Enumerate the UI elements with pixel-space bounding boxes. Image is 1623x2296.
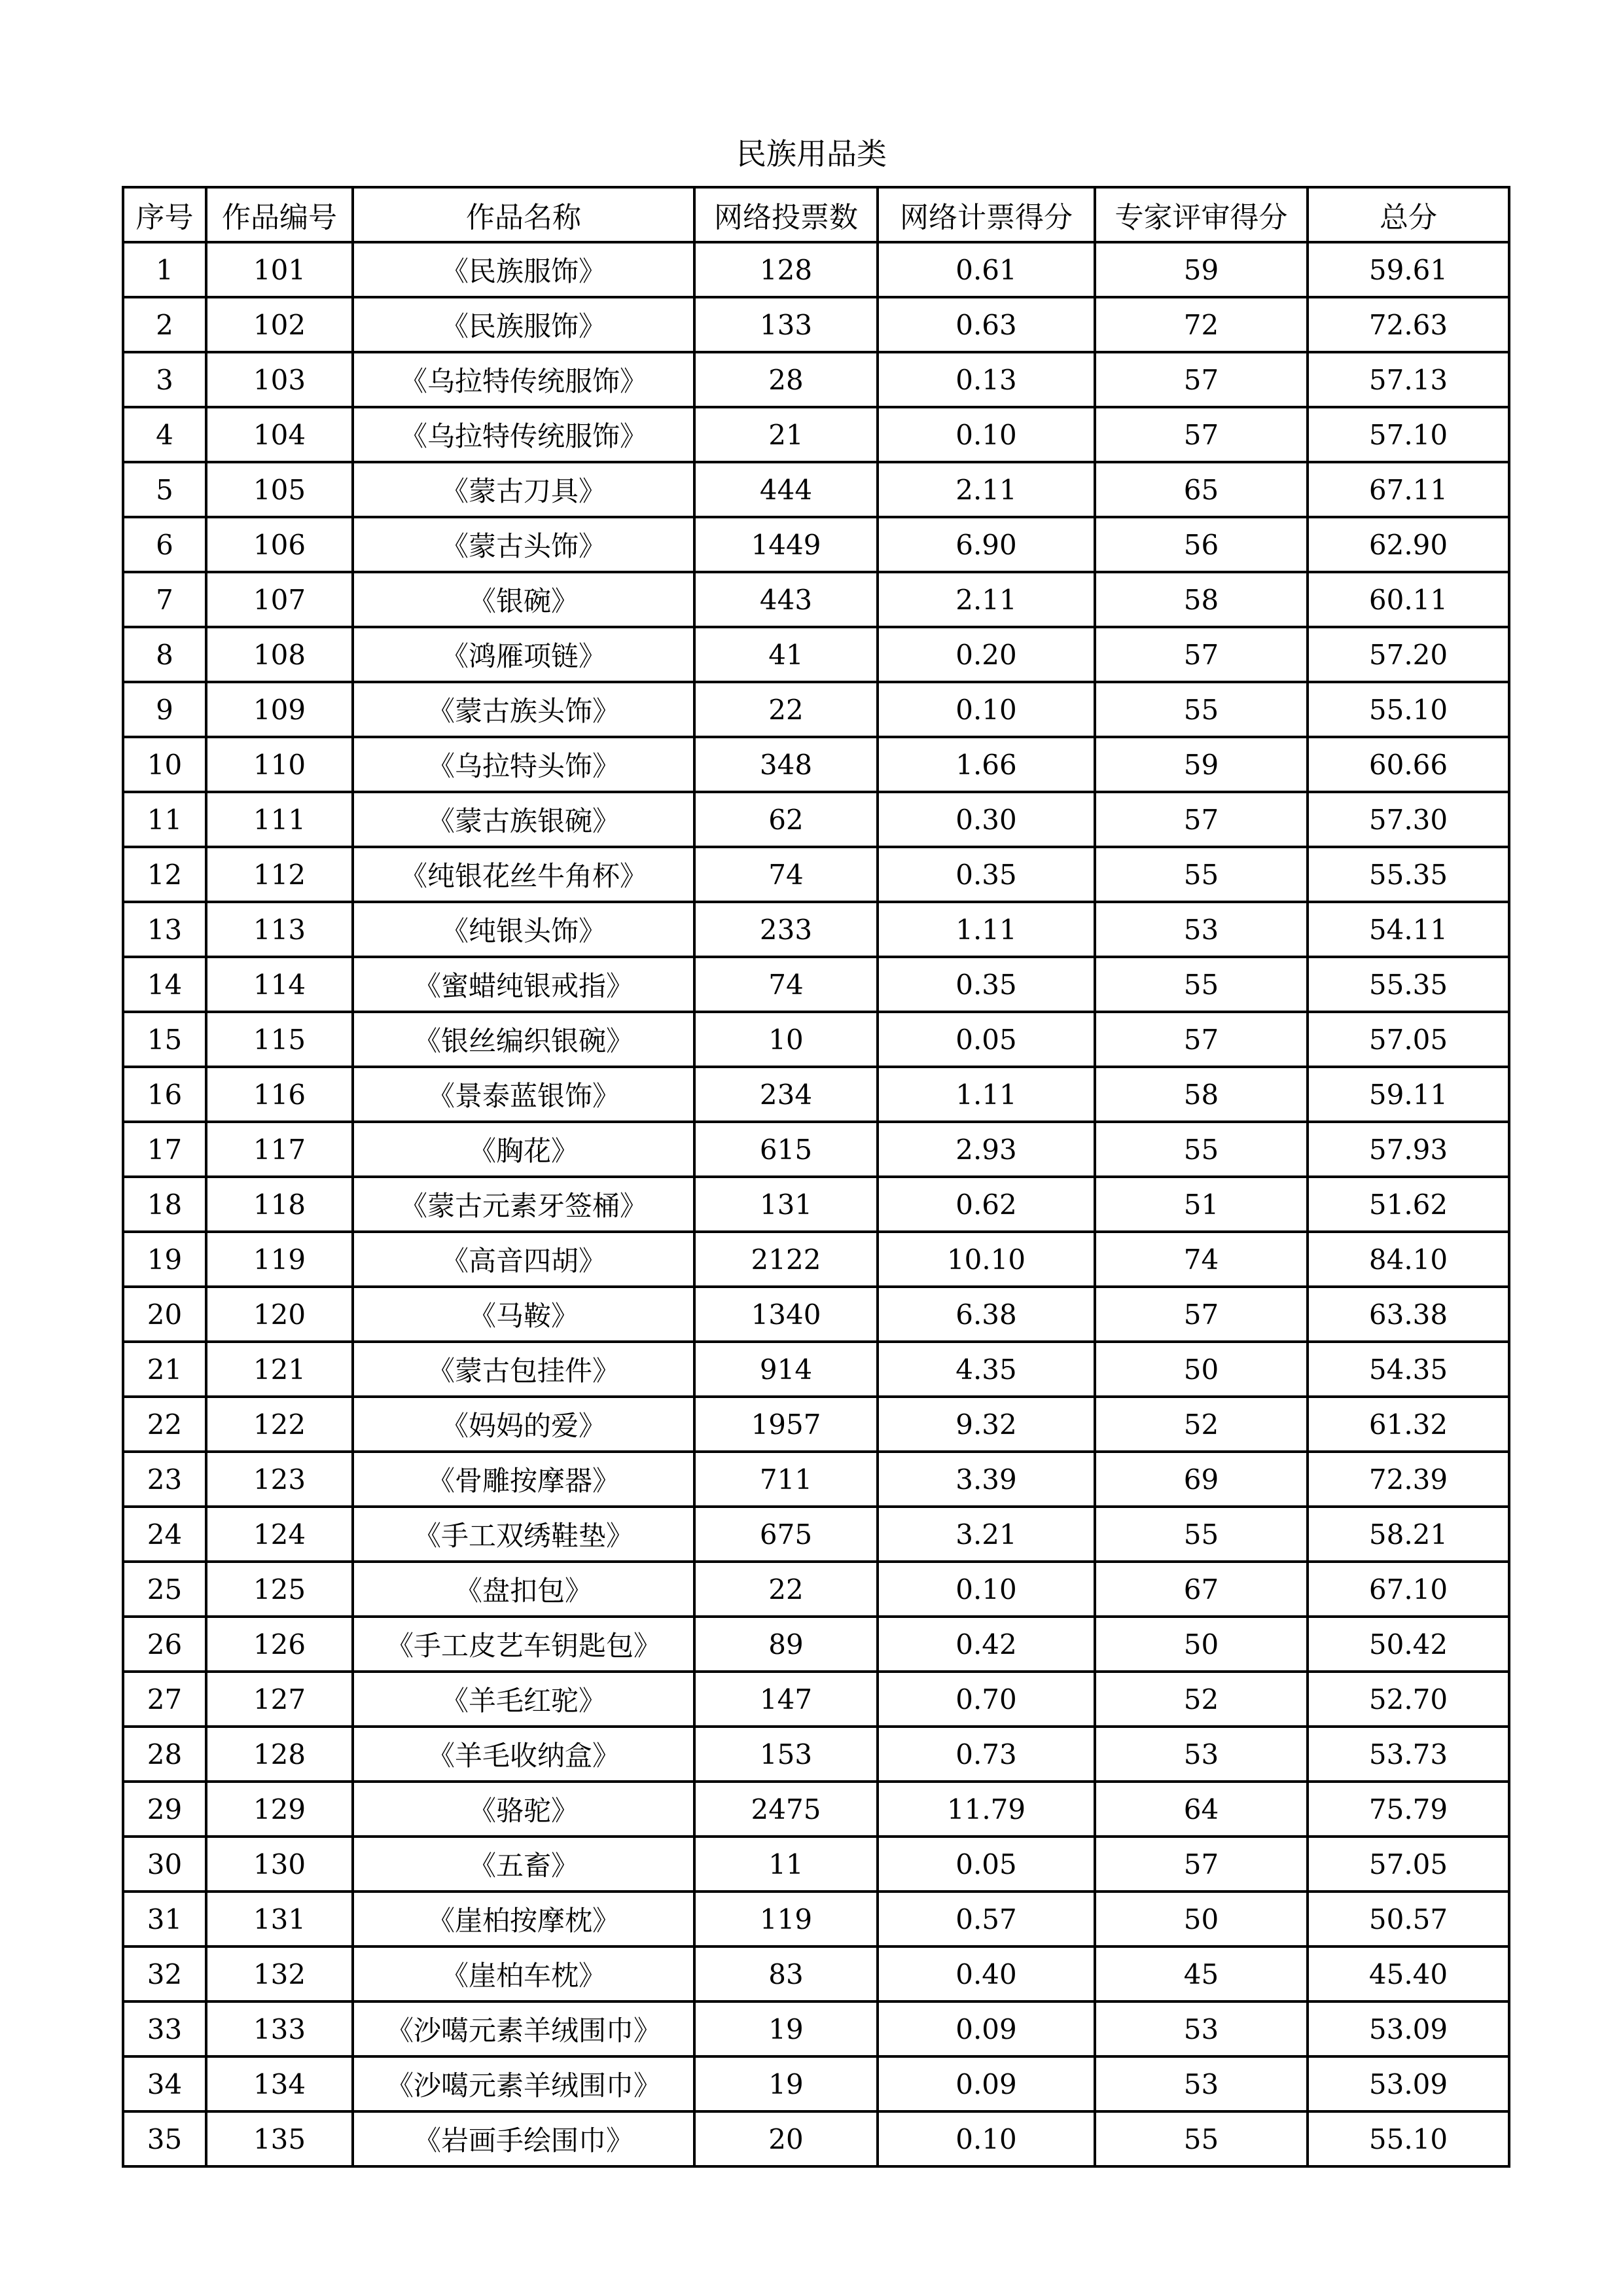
cell-work-name: 《骆驼》 bbox=[353, 1782, 694, 1837]
cell-seq: 25 bbox=[123, 1562, 206, 1617]
cell-total: 52.70 bbox=[1308, 1672, 1509, 1727]
cell-work-id: 135 bbox=[206, 2111, 353, 2166]
cell-seq: 12 bbox=[123, 847, 206, 902]
cell-work-name: 《盘扣包》 bbox=[353, 1562, 694, 1617]
cell-net-score: 0.70 bbox=[878, 1672, 1095, 1727]
cell-work-id: 103 bbox=[206, 352, 353, 407]
cell-work-name: 《骨雕按摩器》 bbox=[353, 1452, 694, 1507]
cell-net-score: 0.35 bbox=[878, 847, 1095, 902]
table-row bbox=[123, 407, 1509, 462]
cell-net-votes: 74 bbox=[694, 957, 878, 1012]
cell-seq: 10 bbox=[123, 737, 206, 792]
cell-expert-score: 67 bbox=[1095, 1562, 1308, 1617]
cell-work-name: 《纯银花丝牛角杯》 bbox=[353, 847, 694, 902]
cell-work-name: 《手工皮艺车钥匙包》 bbox=[353, 1617, 694, 1672]
cell-total: 67.11 bbox=[1308, 462, 1509, 517]
cell-net-score: 0.63 bbox=[878, 297, 1095, 352]
cell-work-id: 119 bbox=[206, 1232, 353, 1287]
cell-net-votes: 133 bbox=[694, 297, 878, 352]
cell-expert-score: 59 bbox=[1095, 737, 1308, 792]
cell-total: 60.11 bbox=[1308, 572, 1509, 627]
cell-total: 50.42 bbox=[1308, 1617, 1509, 1672]
table-row bbox=[123, 902, 1509, 957]
cell-net-score: 1.66 bbox=[878, 737, 1095, 792]
cell-work-name: 《蒙古包挂件》 bbox=[353, 1342, 694, 1397]
cell-seq: 3 bbox=[123, 352, 206, 407]
cell-work-name: 《蒙古头饰》 bbox=[353, 517, 694, 572]
cell-seq: 4 bbox=[123, 407, 206, 462]
cell-work-id: 106 bbox=[206, 517, 353, 572]
cell-net-score: 0.10 bbox=[878, 1562, 1095, 1617]
cell-net-score: 0.30 bbox=[878, 792, 1095, 847]
cell-seq: 7 bbox=[123, 572, 206, 627]
table-row bbox=[123, 352, 1509, 407]
cell-total: 57.20 bbox=[1308, 627, 1509, 682]
table-row bbox=[123, 1232, 1509, 1287]
table-row bbox=[123, 1837, 1509, 1892]
cell-work-name: 《乌拉特传统服饰》 bbox=[353, 407, 694, 462]
cell-work-id: 110 bbox=[206, 737, 353, 792]
cell-work-name: 《民族服饰》 bbox=[353, 242, 694, 297]
cell-net-votes: 22 bbox=[694, 1562, 878, 1617]
cell-net-votes: 41 bbox=[694, 627, 878, 682]
cell-expert-score: 57 bbox=[1095, 352, 1308, 407]
cell-net-votes: 443 bbox=[694, 572, 878, 627]
table-row bbox=[123, 1782, 1509, 1837]
cell-net-score: 0.10 bbox=[878, 2111, 1095, 2166]
cell-expert-score: 55 bbox=[1095, 2111, 1308, 2166]
cell-expert-score: 64 bbox=[1095, 1782, 1308, 1837]
table-row bbox=[123, 957, 1509, 1012]
cell-work-name: 《银丝编织银碗》 bbox=[353, 1012, 694, 1067]
table-row bbox=[123, 572, 1509, 627]
cell-work-id: 132 bbox=[206, 1946, 353, 2001]
header-net-votes: 网络投票数 bbox=[694, 187, 878, 242]
cell-expert-score: 57 bbox=[1095, 1012, 1308, 1067]
cell-total: 53.73 bbox=[1308, 1727, 1509, 1782]
cell-total: 54.11 bbox=[1308, 902, 1509, 957]
table-row bbox=[123, 1177, 1509, 1232]
cell-total: 72.63 bbox=[1308, 297, 1509, 352]
table-row bbox=[123, 792, 1509, 847]
cell-net-score: 2.93 bbox=[878, 1122, 1095, 1177]
cell-expert-score: 74 bbox=[1095, 1232, 1308, 1287]
cell-work-id: 130 bbox=[206, 1837, 353, 1892]
cell-total: 59.11 bbox=[1308, 1067, 1509, 1122]
table-row bbox=[123, 682, 1509, 737]
cell-expert-score: 57 bbox=[1095, 792, 1308, 847]
cell-work-name: 《蜜蜡纯银戒指》 bbox=[353, 957, 694, 1012]
cell-expert-score: 45 bbox=[1095, 1946, 1308, 2001]
table-row bbox=[123, 1067, 1509, 1122]
cell-net-score: 0.57 bbox=[878, 1892, 1095, 1946]
cell-net-votes: 62 bbox=[694, 792, 878, 847]
header-work-name: 作品名称 bbox=[353, 187, 694, 242]
cell-seq: 9 bbox=[123, 682, 206, 737]
cell-net-score: 0.20 bbox=[878, 627, 1095, 682]
cell-net-votes: 147 bbox=[694, 1672, 878, 1727]
cell-net-votes: 28 bbox=[694, 352, 878, 407]
cell-work-id: 101 bbox=[206, 242, 353, 297]
cell-total: 63.38 bbox=[1308, 1287, 1509, 1342]
cell-total: 53.09 bbox=[1308, 2056, 1509, 2111]
cell-net-score: 6.38 bbox=[878, 1287, 1095, 1342]
table-row bbox=[123, 1452, 1509, 1507]
table-row bbox=[123, 517, 1509, 572]
cell-work-name: 《崖柏车枕》 bbox=[353, 1946, 694, 2001]
cell-work-id: 109 bbox=[206, 682, 353, 737]
cell-net-votes: 2122 bbox=[694, 1232, 878, 1287]
cell-work-name: 《蒙古族银碗》 bbox=[353, 792, 694, 847]
cell-work-id: 134 bbox=[206, 2056, 353, 2111]
cell-total: 57.05 bbox=[1308, 1837, 1509, 1892]
cell-total: 54.35 bbox=[1308, 1342, 1509, 1397]
cell-seq: 8 bbox=[123, 627, 206, 682]
cell-expert-score: 58 bbox=[1095, 572, 1308, 627]
cell-expert-score: 59 bbox=[1095, 242, 1308, 297]
cell-net-votes: 348 bbox=[694, 737, 878, 792]
table-header-row bbox=[123, 187, 1509, 242]
cell-work-id: 102 bbox=[206, 297, 353, 352]
cell-net-votes: 83 bbox=[694, 1946, 878, 2001]
cell-work-id: 131 bbox=[206, 1892, 353, 1946]
cell-seq: 26 bbox=[123, 1617, 206, 1672]
cell-total: 51.62 bbox=[1308, 1177, 1509, 1232]
cell-work-id: 133 bbox=[206, 2001, 353, 2056]
cell-expert-score: 57 bbox=[1095, 407, 1308, 462]
cell-work-name: 《乌拉特传统服饰》 bbox=[353, 352, 694, 407]
cell-expert-score: 72 bbox=[1095, 297, 1308, 352]
cell-work-id: 121 bbox=[206, 1342, 353, 1397]
cell-work-name: 《蒙古族头饰》 bbox=[353, 682, 694, 737]
cell-work-id: 113 bbox=[206, 902, 353, 957]
cell-net-votes: 234 bbox=[694, 1067, 878, 1122]
cell-net-score: 0.05 bbox=[878, 1012, 1095, 1067]
cell-seq: 1 bbox=[123, 242, 206, 297]
cell-net-score: 2.11 bbox=[878, 462, 1095, 517]
table-body bbox=[123, 242, 1509, 2166]
cell-net-score: 1.11 bbox=[878, 902, 1095, 957]
cell-net-score: 3.39 bbox=[878, 1452, 1095, 1507]
cell-expert-score: 50 bbox=[1095, 1617, 1308, 1672]
table-row bbox=[123, 2056, 1509, 2111]
cell-net-score: 0.35 bbox=[878, 957, 1095, 1012]
cell-total: 57.10 bbox=[1308, 407, 1509, 462]
cell-seq: 30 bbox=[123, 1837, 206, 1892]
cell-work-name: 《纯银头饰》 bbox=[353, 902, 694, 957]
table-row bbox=[123, 1946, 1509, 2001]
cell-net-score: 0.13 bbox=[878, 352, 1095, 407]
cell-total: 67.10 bbox=[1308, 1562, 1509, 1617]
cell-net-votes: 2475 bbox=[694, 1782, 878, 1837]
cell-expert-score: 58 bbox=[1095, 1067, 1308, 1122]
table-row bbox=[123, 297, 1509, 352]
cell-net-votes: 1957 bbox=[694, 1397, 878, 1452]
cell-total: 75.79 bbox=[1308, 1782, 1509, 1837]
table-row bbox=[123, 1507, 1509, 1562]
cell-expert-score: 57 bbox=[1095, 1837, 1308, 1892]
table-row bbox=[123, 847, 1509, 902]
cell-seq: 24 bbox=[123, 1507, 206, 1562]
cell-net-votes: 20 bbox=[694, 2111, 878, 2166]
cell-net-score: 0.05 bbox=[878, 1837, 1095, 1892]
cell-net-votes: 11 bbox=[694, 1837, 878, 1892]
cell-seq: 31 bbox=[123, 1892, 206, 1946]
cell-net-score: 0.73 bbox=[878, 1727, 1095, 1782]
cell-net-score: 0.42 bbox=[878, 1617, 1095, 1672]
header-seq: 序号 bbox=[123, 187, 206, 242]
cell-expert-score: 55 bbox=[1095, 682, 1308, 737]
cell-total: 53.09 bbox=[1308, 2001, 1509, 2056]
cell-net-score: 0.10 bbox=[878, 407, 1095, 462]
cell-total: 57.05 bbox=[1308, 1012, 1509, 1067]
header-total: 总分 bbox=[1308, 187, 1509, 242]
cell-net-score: 10.10 bbox=[878, 1232, 1095, 1287]
cell-work-id: 108 bbox=[206, 627, 353, 682]
table-row bbox=[123, 462, 1509, 517]
cell-seq: 17 bbox=[123, 1122, 206, 1177]
cell-expert-score: 53 bbox=[1095, 2001, 1308, 2056]
cell-net-score: 11.79 bbox=[878, 1782, 1095, 1837]
cell-expert-score: 55 bbox=[1095, 1507, 1308, 1562]
cell-work-name: 《鸿雁项链》 bbox=[353, 627, 694, 682]
cell-expert-score: 53 bbox=[1095, 902, 1308, 957]
cell-seq: 2 bbox=[123, 297, 206, 352]
cell-total: 57.13 bbox=[1308, 352, 1509, 407]
cell-total: 62.90 bbox=[1308, 517, 1509, 572]
cell-net-score: 6.90 bbox=[878, 517, 1095, 572]
cell-work-id: 118 bbox=[206, 1177, 353, 1232]
cell-seq: 6 bbox=[123, 517, 206, 572]
cell-work-name: 《岩画手绘围巾》 bbox=[353, 2111, 694, 2166]
cell-net-votes: 675 bbox=[694, 1507, 878, 1562]
table-row bbox=[123, 2001, 1509, 2056]
cell-seq: 22 bbox=[123, 1397, 206, 1452]
cell-total: 45.40 bbox=[1308, 1946, 1509, 2001]
cell-total: 55.35 bbox=[1308, 847, 1509, 902]
cell-net-votes: 233 bbox=[694, 902, 878, 957]
cell-net-votes: 914 bbox=[694, 1342, 878, 1397]
cell-work-name: 《五畜》 bbox=[353, 1837, 694, 1892]
cell-work-name: 《景泰蓝银饰》 bbox=[353, 1067, 694, 1122]
cell-work-id: 111 bbox=[206, 792, 353, 847]
cell-net-votes: 711 bbox=[694, 1452, 878, 1507]
cell-total: 55.35 bbox=[1308, 957, 1509, 1012]
cell-seq: 28 bbox=[123, 1727, 206, 1782]
cell-work-id: 129 bbox=[206, 1782, 353, 1837]
cell-net-votes: 128 bbox=[694, 242, 878, 297]
table-row bbox=[123, 737, 1509, 792]
cell-expert-score: 69 bbox=[1095, 1452, 1308, 1507]
cell-work-id: 127 bbox=[206, 1672, 353, 1727]
table-row bbox=[123, 1287, 1509, 1342]
cell-seq: 33 bbox=[123, 2001, 206, 2056]
cell-work-name: 《沙噶元素羊绒围巾》 bbox=[353, 2001, 694, 2056]
cell-work-id: 117 bbox=[206, 1122, 353, 1177]
cell-net-votes: 119 bbox=[694, 1892, 878, 1946]
cell-expert-score: 50 bbox=[1095, 1342, 1308, 1397]
cell-net-score: 9.32 bbox=[878, 1397, 1095, 1452]
table-row bbox=[123, 1122, 1509, 1177]
cell-total: 84.10 bbox=[1308, 1232, 1509, 1287]
cell-net-votes: 615 bbox=[694, 1122, 878, 1177]
cell-work-name: 《沙噶元素羊绒围巾》 bbox=[353, 2056, 694, 2111]
cell-seq: 18 bbox=[123, 1177, 206, 1232]
cell-expert-score: 57 bbox=[1095, 627, 1308, 682]
cell-work-name: 《蒙古元素牙签桶》 bbox=[353, 1177, 694, 1232]
cell-work-id: 107 bbox=[206, 572, 353, 627]
cell-work-name: 《崖柏按摩枕》 bbox=[353, 1892, 694, 1946]
cell-work-name: 《胸花》 bbox=[353, 1122, 694, 1177]
table-row bbox=[123, 1562, 1509, 1617]
cell-total: 57.30 bbox=[1308, 792, 1509, 847]
cell-net-votes: 89 bbox=[694, 1617, 878, 1672]
cell-net-score: 3.21 bbox=[878, 1507, 1095, 1562]
cell-work-name: 《银碗》 bbox=[353, 572, 694, 627]
cell-expert-score: 53 bbox=[1095, 2056, 1308, 2111]
cell-work-id: 126 bbox=[206, 1617, 353, 1672]
cell-net-score: 2.11 bbox=[878, 572, 1095, 627]
cell-work-id: 128 bbox=[206, 1727, 353, 1782]
header-expert-score: 专家评审得分 bbox=[1095, 187, 1308, 242]
cell-net-votes: 21 bbox=[694, 407, 878, 462]
cell-seq: 29 bbox=[123, 1782, 206, 1837]
cell-net-score: 0.09 bbox=[878, 2001, 1095, 2056]
table-row bbox=[123, 242, 1509, 297]
cell-seq: 20 bbox=[123, 1287, 206, 1342]
page-title: 民族用品类 bbox=[736, 136, 887, 171]
cell-net-votes: 22 bbox=[694, 682, 878, 737]
cell-work-name: 《手工双绣鞋垫》 bbox=[353, 1507, 694, 1562]
cell-total: 57.93 bbox=[1308, 1122, 1509, 1177]
cell-work-id: 120 bbox=[206, 1287, 353, 1342]
cell-work-id: 123 bbox=[206, 1452, 353, 1507]
cell-work-name: 《民族服饰》 bbox=[353, 297, 694, 352]
cell-seq: 5 bbox=[123, 462, 206, 517]
cell-work-id: 122 bbox=[206, 1397, 353, 1452]
cell-seq: 32 bbox=[123, 1946, 206, 2001]
cell-expert-score: 52 bbox=[1095, 1672, 1308, 1727]
cell-net-votes: 19 bbox=[694, 2001, 878, 2056]
cell-total: 55.10 bbox=[1308, 2111, 1509, 2166]
cell-work-name: 《乌拉特头饰》 bbox=[353, 737, 694, 792]
cell-net-votes: 74 bbox=[694, 847, 878, 902]
cell-expert-score: 50 bbox=[1095, 1892, 1308, 1946]
table-row bbox=[123, 627, 1509, 682]
cell-net-votes: 1449 bbox=[694, 517, 878, 572]
cell-work-id: 104 bbox=[206, 407, 353, 462]
cell-expert-score: 53 bbox=[1095, 1727, 1308, 1782]
table-row bbox=[123, 1397, 1509, 1452]
cell-net-score: 4.35 bbox=[878, 1342, 1095, 1397]
cell-expert-score: 52 bbox=[1095, 1397, 1308, 1452]
header-net-score: 网络计票得分 bbox=[878, 187, 1095, 242]
cell-work-id: 125 bbox=[206, 1562, 353, 1617]
cell-seq: 23 bbox=[123, 1452, 206, 1507]
cell-net-votes: 19 bbox=[694, 2056, 878, 2111]
cell-seq: 35 bbox=[123, 2111, 206, 2166]
table-row bbox=[123, 1672, 1509, 1727]
cell-expert-score: 55 bbox=[1095, 847, 1308, 902]
cell-net-votes: 131 bbox=[694, 1177, 878, 1232]
cell-work-name: 《蒙古刀具》 bbox=[353, 462, 694, 517]
cell-work-name: 《妈妈的爱》 bbox=[353, 1397, 694, 1452]
cell-net-score: 0.62 bbox=[878, 1177, 1095, 1232]
table-row bbox=[123, 1617, 1509, 1672]
cell-work-name: 《羊毛红驼》 bbox=[353, 1672, 694, 1727]
cell-net-score: 0.09 bbox=[878, 2056, 1095, 2111]
cell-seq: 13 bbox=[123, 902, 206, 957]
cell-total: 61.32 bbox=[1308, 1397, 1509, 1452]
cell-work-id: 112 bbox=[206, 847, 353, 902]
cell-work-name: 《马鞍》 bbox=[353, 1287, 694, 1342]
cell-total: 59.61 bbox=[1308, 242, 1509, 297]
cell-expert-score: 55 bbox=[1095, 1122, 1308, 1177]
cell-expert-score: 57 bbox=[1095, 1287, 1308, 1342]
cell-total: 58.21 bbox=[1308, 1507, 1509, 1562]
table-row bbox=[123, 1892, 1509, 1946]
cell-work-id: 124 bbox=[206, 1507, 353, 1562]
cell-expert-score: 65 bbox=[1095, 462, 1308, 517]
cell-total: 55.10 bbox=[1308, 682, 1509, 737]
table-row bbox=[123, 1342, 1509, 1397]
cell-net-votes: 1340 bbox=[694, 1287, 878, 1342]
score-table bbox=[122, 186, 1510, 2168]
cell-net-votes: 10 bbox=[694, 1012, 878, 1067]
cell-net-score: 0.10 bbox=[878, 682, 1095, 737]
table-row bbox=[123, 1012, 1509, 1067]
cell-total: 50.57 bbox=[1308, 1892, 1509, 1946]
table-row bbox=[123, 2111, 1509, 2166]
cell-seq: 19 bbox=[123, 1232, 206, 1287]
cell-work-id: 115 bbox=[206, 1012, 353, 1067]
cell-work-id: 105 bbox=[206, 462, 353, 517]
cell-expert-score: 55 bbox=[1095, 957, 1308, 1012]
cell-seq: 27 bbox=[123, 1672, 206, 1727]
cell-expert-score: 56 bbox=[1095, 517, 1308, 572]
header-work-id: 作品编号 bbox=[206, 187, 353, 242]
cell-total: 72.39 bbox=[1308, 1452, 1509, 1507]
cell-net-votes: 153 bbox=[694, 1727, 878, 1782]
cell-seq: 14 bbox=[123, 957, 206, 1012]
cell-work-id: 116 bbox=[206, 1067, 353, 1122]
cell-net-score: 0.40 bbox=[878, 1946, 1095, 2001]
cell-expert-score: 51 bbox=[1095, 1177, 1308, 1232]
cell-total: 60.66 bbox=[1308, 737, 1509, 792]
cell-seq: 16 bbox=[123, 1067, 206, 1122]
cell-work-name: 《羊毛收纳盒》 bbox=[353, 1727, 694, 1782]
cell-seq: 11 bbox=[123, 792, 206, 847]
cell-net-votes: 444 bbox=[694, 462, 878, 517]
cell-work-id: 114 bbox=[206, 957, 353, 1012]
cell-seq: 34 bbox=[123, 2056, 206, 2111]
cell-work-name: 《高音四胡》 bbox=[353, 1232, 694, 1287]
cell-seq: 15 bbox=[123, 1012, 206, 1067]
cell-seq: 21 bbox=[123, 1342, 206, 1397]
cell-net-score: 1.11 bbox=[878, 1067, 1095, 1122]
table-row bbox=[123, 1727, 1509, 1782]
cell-net-score: 0.61 bbox=[878, 242, 1095, 297]
